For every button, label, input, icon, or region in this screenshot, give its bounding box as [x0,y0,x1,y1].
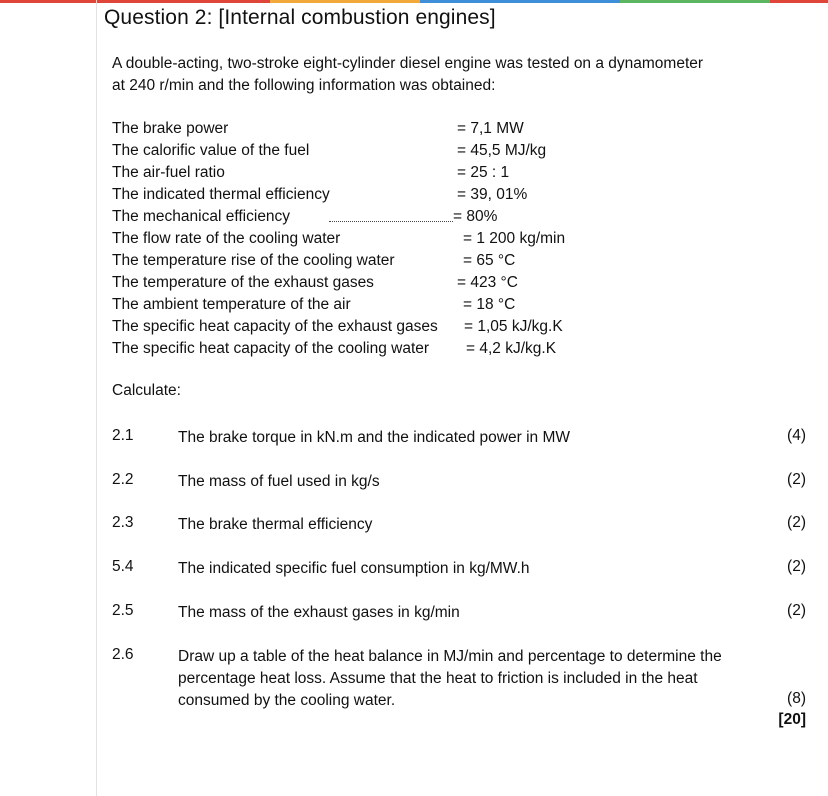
question-text: The mass of fuel used in kg/s [178,473,380,490]
question-marks: (8) [787,690,806,707]
question-title: Question 2: [Internal combustion engines] [104,6,496,29]
data-row [112,186,712,208]
data-row [112,142,712,164]
question-number: 2.1 [112,427,134,444]
data-value: = 7,1 MW [457,120,524,137]
data-label: The specific heat capacity of the exhaust gases [112,318,438,335]
data-value: = 1,05 kJ/kg.K [464,318,563,335]
question-number: 2.6 [112,646,134,663]
question-text: The brake torque in kN.m and the indicated power in MW [178,429,570,446]
question-marks: (2) [787,471,806,488]
question-number: 2.3 [112,514,134,531]
data-value: = 80% [453,208,498,225]
question-text: The indicated specific fuel consumption in kg/MW.h [178,560,530,577]
data-label: The brake power [112,120,229,137]
data-label: The indicated thermal efficiency [112,186,330,203]
data-label: The temperature rise of the cooling water [112,252,395,269]
data-row [112,164,712,186]
data-row [112,230,712,252]
data-value: = 4,2 kJ/kg.K [466,340,557,357]
question-marks: (4) [787,427,806,444]
intro-line-2: at 240 r/min and the following information was obtained: [112,77,496,94]
data-value: = 25 : 1 [457,164,510,181]
data-label: The specific heat capacity of the cooling water [112,340,430,357]
question-number: 2.2 [112,471,134,488]
question-text: The brake thermal efficiency [178,516,373,533]
question-text: Draw up a table of the heat balance in MJ/min and percentage to determine the percentage heat loss. Assume that the heat to friction is included in the heat consumed by the cooling water. [178,648,722,709]
data-value: = 45,5 MJ/kg [457,142,547,159]
data-row [112,252,712,274]
data-value: = 423 °C [457,274,518,291]
question-number: 5.4 [112,558,134,575]
calculate-heading: Calculate: [112,382,181,399]
data-row [112,208,712,230]
question-marks: (2) [787,602,806,619]
question-marks: (2) [787,514,806,531]
data-row [112,318,712,340]
data-value: = 65 °C [463,252,516,269]
data-value: = 39, 01% [457,186,528,203]
total-marks: [20] [778,711,806,728]
dotted-leader [329,221,453,222]
data-row [112,274,712,296]
data-row [112,296,712,318]
data-row [112,120,712,142]
data-label: The flow rate of the cooling water [112,230,341,247]
data-label: The mechanical efficiency [112,208,291,225]
data-label: The temperature of the exhaust gases [112,274,374,291]
data-value: = 18 °C [463,296,516,313]
intro-line-1: A double-acting, two-stroke eight-cylinder diesel engine was tested on a dynamometer [112,55,704,72]
data-label: The air-fuel ratio [112,164,225,181]
question-text: The mass of the exhaust gases in kg/min [178,604,460,621]
question-number: 2.5 [112,602,134,619]
data-row [112,340,712,362]
data-label: The calorific value of the fuel [112,142,310,159]
data-value: = 1 200 kg/min [463,230,566,247]
data-label: The ambient temperature of the air [112,296,351,313]
question-marks: (2) [787,558,806,575]
